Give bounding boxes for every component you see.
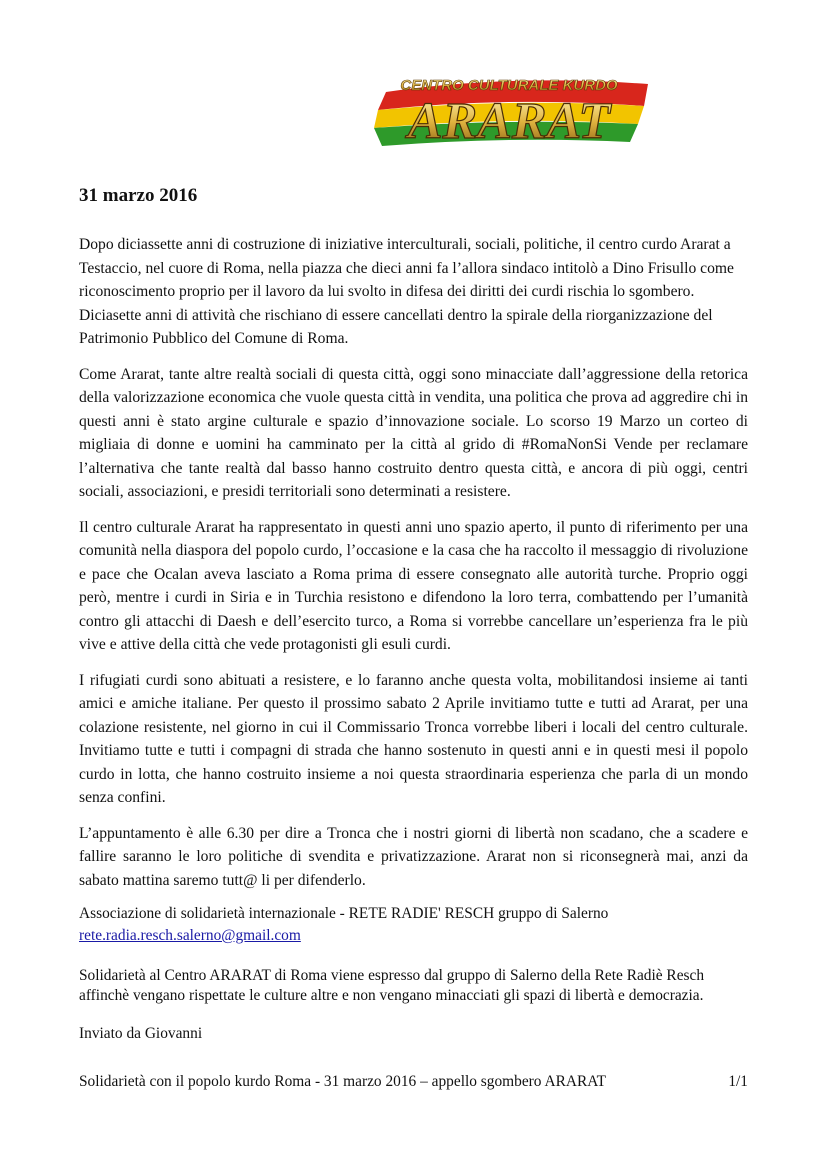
email-link[interactable]: rete.radia.resch.salerno@gmail.com — [79, 927, 301, 944]
paragraph-2: Come Ararat, tante altre realtà sociali di questa città, oggi sono minacciate dall’aggressione della retorica della valorizzazione economica che vuole questa città in vendita, una politica che prova ad aggredire chi in questi anni è stato argine culturale e spazio d’innovazione sociale. Lo scorso 19 Marzo un corteo di migliaia di donne e uomini ha camminato per la città al grido di #RomaNonSi Vende per reclamare l’alternativa che tante realtà dal basso hanno costruito dentro questa città, e ancora di più oggi, centri sociali, associazioni, e presidi territoriali sono determinati a resistere. — [79, 365, 748, 500]
logo-line2: ARARAT — [407, 93, 611, 150]
ararat-logo-graphic — [368, 70, 650, 156]
document-date: 31 marzo 2016 — [79, 185, 198, 206]
association-line: Associazione di solidarietà internazionale - RETE RADIE' RESCH gruppo di Salerno — [79, 905, 609, 922]
letter-body — [79, 233, 748, 1044]
paragraph-3: Il centro culturale Ararat ha rappresentato in questi anni uno spazio aperto, il punto di riferimento per una comunità nella diaspora del popolo curdo, l’occasione e la casa che ha raccolto il messaggio di rivoluzione e pace che Ocalan aveva lasciato a Roma prima di essere consegnato alle autorità turche. Proprio oggi però, mentre i curdi in Siria e in Turchia resistono e difendono la loro terra, combattendo per l’umanità contro gli attacchi di Daesh e dell’esercito turco, a Roma si vorrebbe cancellare un’esperienza fra le più vive e attive della città che vede protagonisti gli esuli curdi. — [79, 518, 748, 653]
paragraph-4: I rifugiati curdi sono abituati a resistere, e lo faranno anche questa volta, mobilitandosi insieme ai tanti amici e amiche italiane. Per questo il prossimo sabato 2 Aprile invitiamo tutte e tutti ad Ararat, per una colazione resistente, nel giorno in cui il Commissario Tronca vorrebbe liberi i locali del centro culturale. Invitiamo tutte e tutti i compagni di strada che hanno sostenuto in questi anni e in questi mesi il popolo curdo in lotta, che hanno costruito insieme a noi questa straordinaria esperienza che parla di un mondo senza confini. — [79, 671, 748, 806]
paragraph-1: Dopo diciassette anni di costruzione di iniziative interculturali, sociali, politiche, il centro curdo Ararat a Testaccio, nel cuore di Roma, nella piazza che dieci anni fa l’allora sindaco intitolò a Dino Frisullo come riconoscimento proprio per il lavoro da lui svolto in difesa dei diritti dei curdi rischia lo sgombero. Diciasette anni di attività che rischiano di essere cancellati dentro la spirale della riorganizzazione del Patrimonio Pubblico del Comune di Roma. — [79, 236, 734, 347]
page-footer — [79, 1073, 748, 1091]
paragraph-5: L’appuntamento è alle 6.30 per dire a Tronca che i nostri giorni di libertà non scadano, che a scadere e fallire saranno le loro politiche di svendita e privatizzazione. Ararat non si riconsegnerà mai, anzi da sabato mattina saremo tutt@ li per difenderlo. — [79, 824, 748, 889]
sent-by: Inviato da Giovanni — [79, 1024, 203, 1042]
page-number: 1/1 — [728, 1073, 748, 1090]
logo-line1: CENTRO CULTURALE KURDO — [400, 77, 618, 94]
solidarity-note: Solidarietà al Centro ARARAT di Roma viene espresso dal gruppo di Salerno della Rete Radiè Resch affinchè vengano rispettate le culture altre e non vengano minacciati gli spazi di libertà e democrazia. — [79, 966, 705, 1004]
ararat-logo — [368, 70, 650, 156]
footer-title: Solidarietà con il popolo kurdo Roma - 31 marzo 2016 – appello sgombero ARARAT — [79, 1073, 607, 1090]
